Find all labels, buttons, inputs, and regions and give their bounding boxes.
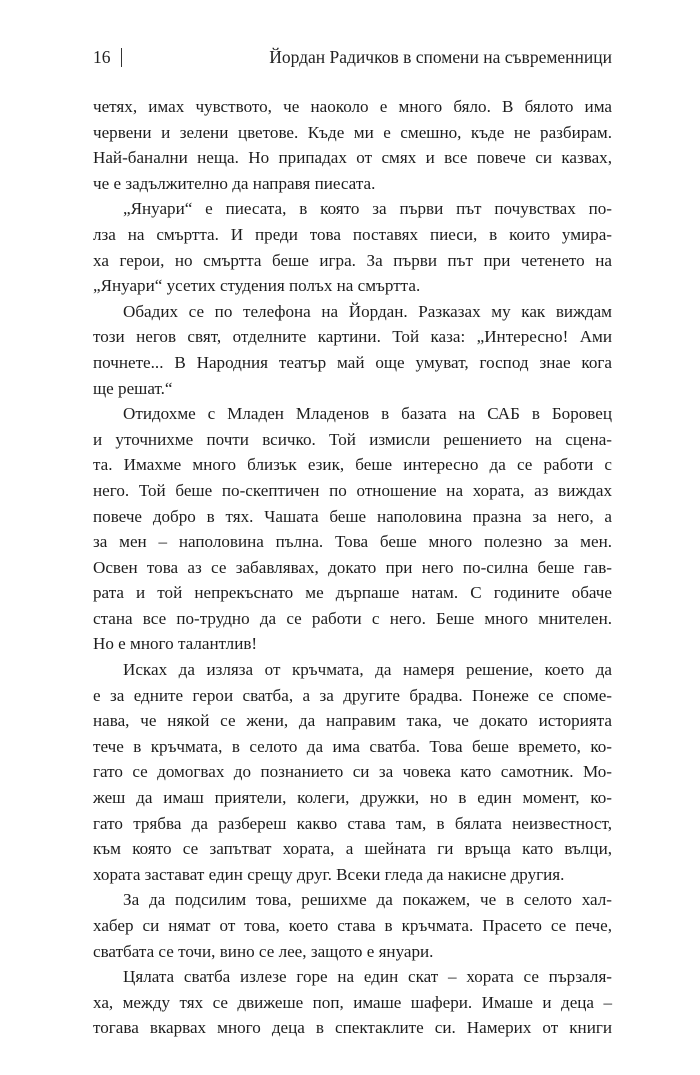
text-line: стана все по-трудно да се работи с него. Беше много мнителен. xyxy=(93,608,612,628)
text-line: гато трябва да разбереш какво става там, в бялата неизвестност, xyxy=(93,813,612,833)
text-line: ха, между тях се движеше поп, имаше шафери. Имаше и деца – xyxy=(93,992,612,1012)
text-line: сватбата се точи, вино се лее, защото е януари. xyxy=(93,941,434,961)
text-line: ха герои, но смъртта беше игра. За първи път при четенето на xyxy=(93,250,612,270)
text-line: Обадих се по телефона на Йордан. Разказах му как виждам xyxy=(123,301,612,321)
text-line: За да подсилим това, решихме да покажем, че в селото хал- xyxy=(123,890,612,910)
text-line: Но е много талантлив! xyxy=(93,634,258,654)
text-line: за мен – наполовина пълна. Това беше много полезно за мен. xyxy=(93,532,612,552)
text-line: и уточнихме почти всичко. Той измисли решението на сцена- xyxy=(93,429,612,449)
text-line: тогава вкарвах много деца в спектаклите си. Намерих от книги xyxy=(93,1018,612,1038)
text-line: рата и той непрекъснато ме дърпаше натам. С годините обаче xyxy=(93,583,612,603)
text-line: хабер си нямат от това, което става в кръчмата. Прасето се пече, xyxy=(93,916,612,935)
text-line: почнете... В Народния театър май още умуват, господ знае кога xyxy=(93,352,612,372)
header-divider xyxy=(121,48,122,67)
text-line: лза на смъртта. И преди това поставях пиеси, в които умира- xyxy=(93,224,612,244)
text-line: та. Имахме много близък език, беше интересно да се работи с xyxy=(93,455,612,475)
page-number: 16 xyxy=(93,47,111,67)
text-line: Освен това аз се забавлявах, докато при него по-силна беше гав- xyxy=(93,557,612,577)
text-line: Отидохме с Младен Младенов в базата на САБ в Боровец xyxy=(123,404,612,424)
running-header xyxy=(93,42,612,72)
text-line: него. Той беше по-скептичен по отношение на хората, аз виждах xyxy=(93,480,612,500)
text-line: хората застават един срещу друг. Всеки гледа да накисне другия. xyxy=(93,864,565,884)
text-line: е за едните герои сватба, а за другите брадва. Понеже се спомe- xyxy=(93,685,612,705)
text-line: Цялата сватба излезе горе на един скат – хората се пързаля- xyxy=(123,967,612,987)
body-text xyxy=(93,94,612,1041)
text-line: повече добро в тях. Чашата беше наполовина празна за него, а xyxy=(93,506,612,526)
text-line: гато се домогвах до познанието си за човека като самотник. Мо- xyxy=(93,762,612,782)
text-line: „Януари“ усетих студения полъх на смъртта. xyxy=(93,276,421,296)
text-line: към която се запътват хората, а шейната ги връща като вълци, xyxy=(93,839,612,859)
text-line: Най-банални неща. Но припадах от смях и все повече си казвах, xyxy=(93,148,612,168)
text-line: ще решат.“ xyxy=(93,378,173,398)
text-line: нава, че някой се жени, да направим така, че докато историята xyxy=(93,711,612,731)
text-line: „Януари“ е пиесата, в която за първи път почувствах по- xyxy=(123,199,612,219)
text-line: жеш да имаш приятели, колеги, дружки, но в един момент, ко- xyxy=(93,788,612,808)
text-line: този негов свят, отделните картини. Той каза: „Интересно! Ами xyxy=(93,327,612,347)
text-line: червени и зелени цветове. Къде ми е смешно, къде не разбирам. xyxy=(93,122,612,142)
text-line: тече в кръчмата, в селото да има сватба. Това беше времето, ко- xyxy=(93,736,612,756)
text-line: Исках да изляза от кръчмата, да намеря решение, което да xyxy=(123,660,612,680)
running-title: Йордан Радичков в спомени на съвременници xyxy=(269,47,612,67)
text-line: че е задължително да направя пиесата. xyxy=(93,173,376,193)
text-line: четях, имах чувството, че наоколо е много бяло. В бялото има xyxy=(93,97,612,116)
